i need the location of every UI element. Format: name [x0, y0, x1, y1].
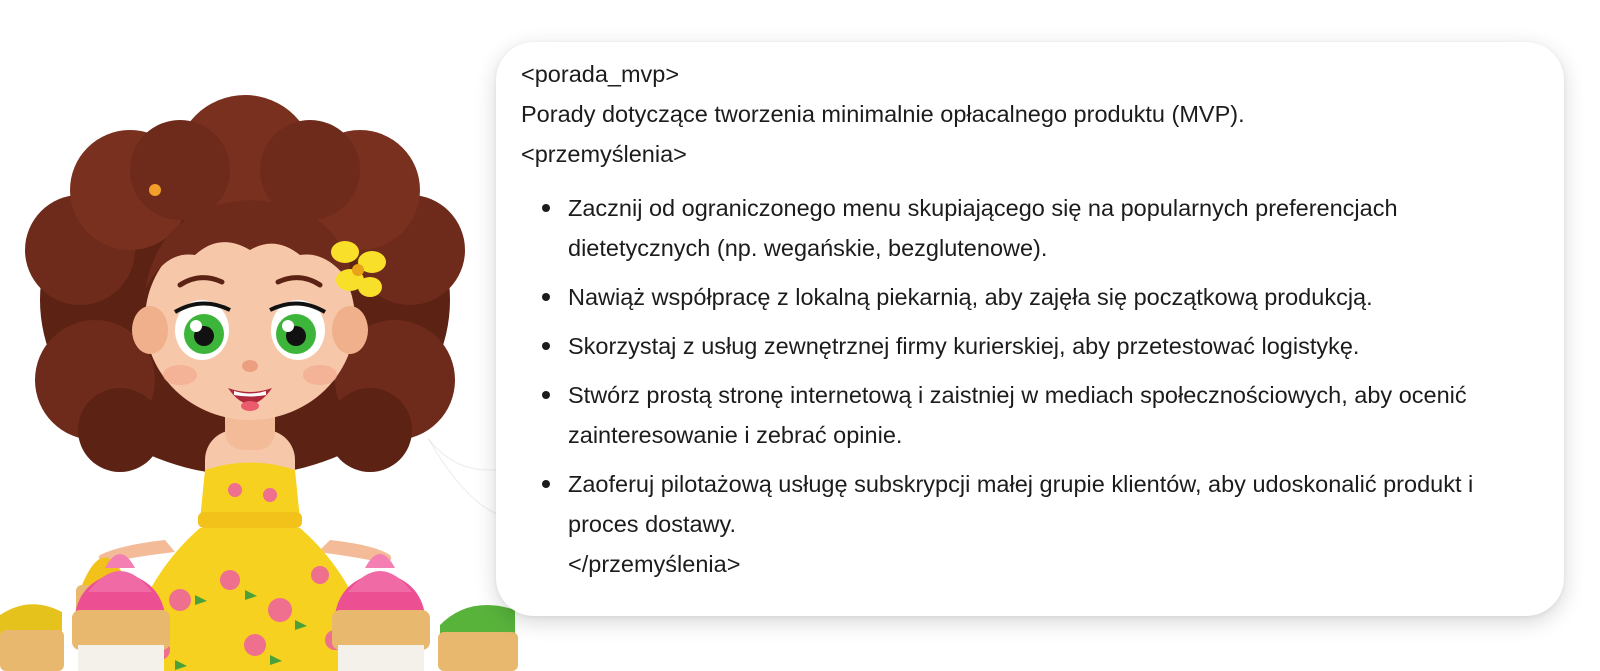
tip-text: Zacznij od ograniczonego menu skupiającego się na popularnych preferencjach dietetycznych (np. wegańskie, bezglutenowe).: [568, 195, 1398, 261]
speech-bubble: [496, 42, 1564, 616]
bullet-icon: [542, 342, 550, 350]
girl-illustration: [0, 0, 540, 671]
list-item: [568, 375, 1530, 455]
list-item: [568, 326, 1530, 366]
list-item: [568, 188, 1530, 268]
cupcake-green: [438, 605, 518, 671]
tip-text: Zaoferuj pilotażową usługę subskrypcji małej grupie klientów, aby udoskonalić produkt i proces dostawy.: [568, 471, 1474, 537]
thoughts-open-tag: <przemyślenia>: [521, 141, 687, 167]
tip-text: Stwórz prostą stronę internetową i zaistniej w mediach społecznościowych, aby ocenić zainteresowanie i zebrać opinie.: [568, 382, 1467, 448]
bullet-icon: [542, 204, 550, 212]
open-tag: <porada_mvp>: [521, 61, 680, 87]
cupcake-pink: [72, 554, 170, 671]
cupcake-yellow: [0, 604, 64, 671]
bullet-icon: [542, 293, 550, 301]
list-item: [568, 277, 1530, 317]
list-item: [568, 464, 1530, 544]
summary-text: Porady dotyczące tworzenia minimalnie opłacalnego produktu (MVP).: [521, 101, 1245, 127]
tip-text: Nawiąż współpracę z lokalną piekarnią, aby zajęła się początkową produkcją.: [568, 284, 1373, 310]
bullet-icon: [542, 480, 550, 488]
cupcake-pink: [332, 554, 430, 671]
bullet-icon: [542, 391, 550, 399]
tip-text: Skorzystaj z usług zewnętrznej firmy kurierskiej, aby przetestować logistykę.: [568, 333, 1360, 359]
thoughts-close-tag: </przemyślenia>: [568, 551, 741, 577]
tips-list: [521, 188, 1530, 544]
